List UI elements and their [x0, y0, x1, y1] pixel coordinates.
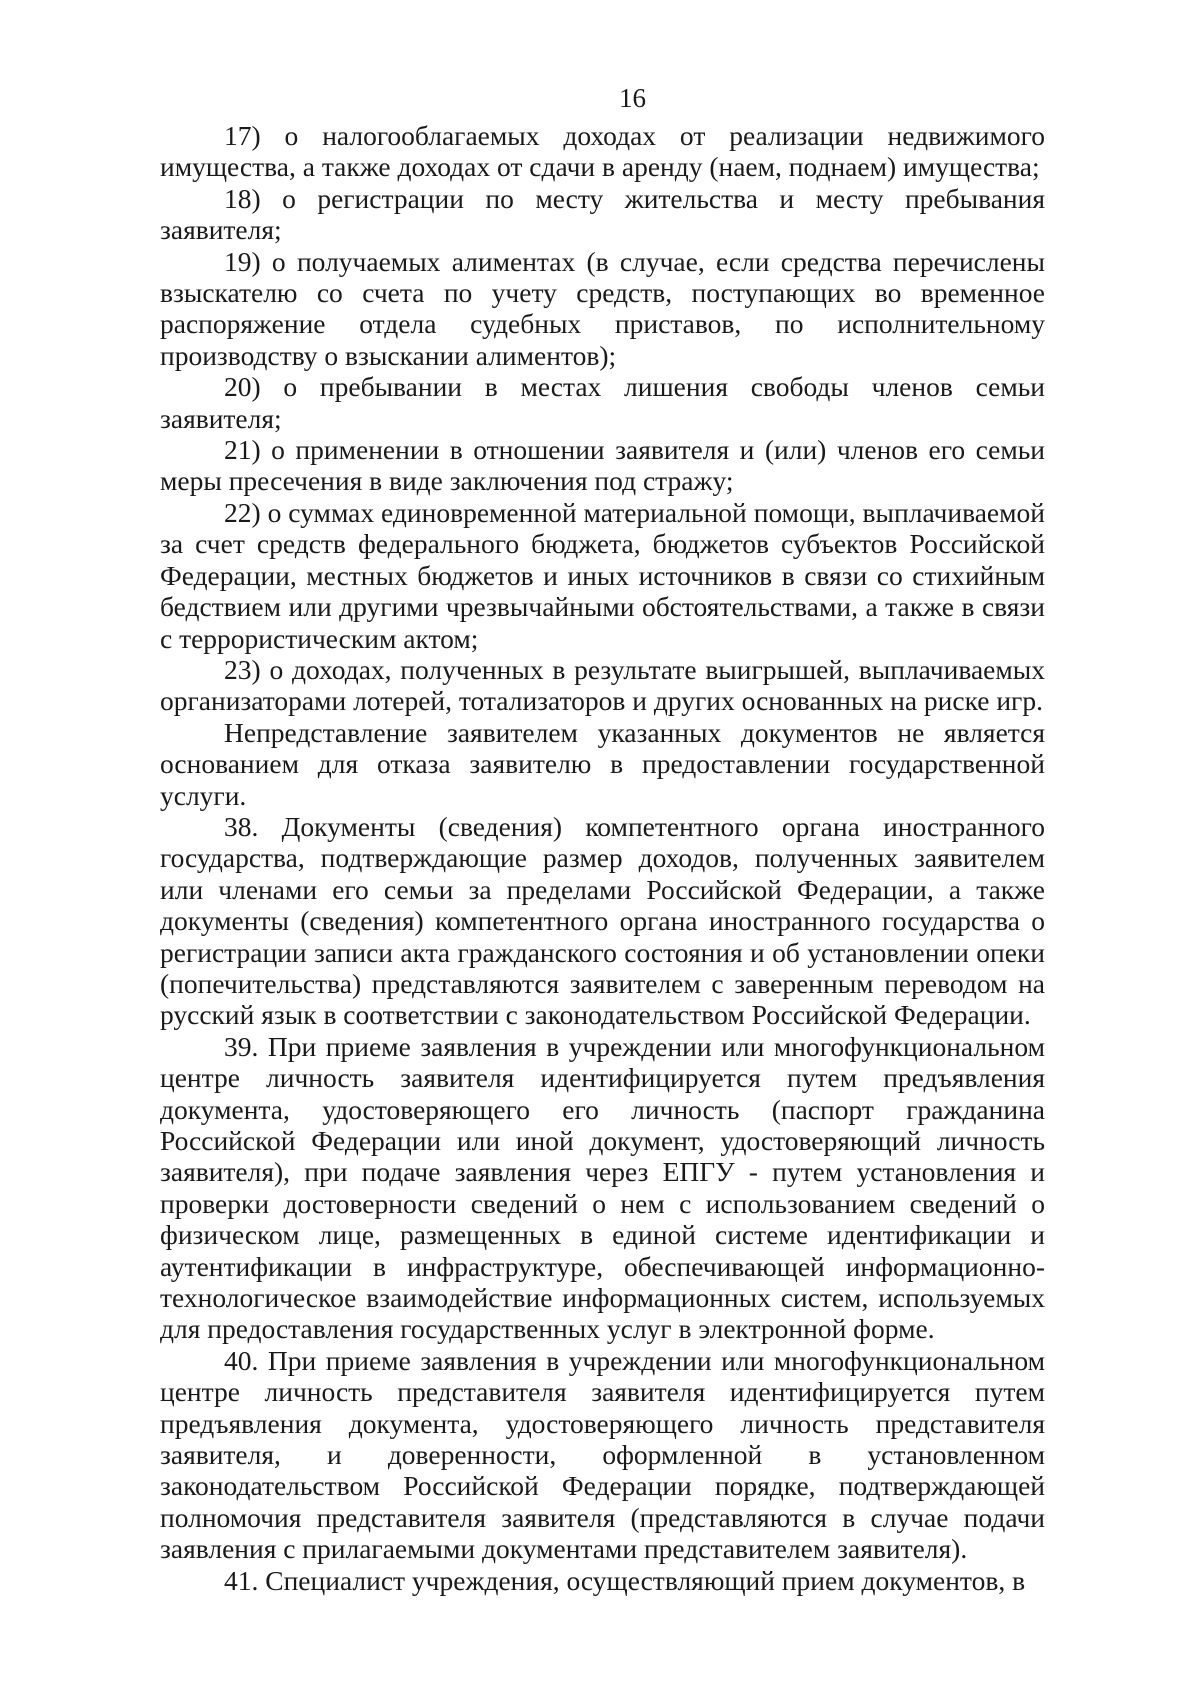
paragraph-item-21: 21) о применении в отношении заявителя и (или) членов его семьи меры пресечения в виде заключения под стражу;	[160, 434, 1045, 497]
paragraph-clause-39: 39. При приеме заявления в учреждении или многофункциональном центре личность заявителя идентифицируется путем предъявления документа, удостоверяющего его личность (паспорт гражданина Российской Федерации или иной документ, удостоверяющий личность заявителя), при подаче заявления через ЕПГУ - путем установления и проверки достоверности сведений о нем с использованием сведений о физическом лице, размещенных в единой системе идентификации и аутентификации в инфраструктуре, обеспечивающей информационно-технологическое взаимодействие информационных систем, используемых для предоставления государственных услуг в электронной форме.	[160, 1030, 1045, 1345]
page-number: 16	[619, 83, 646, 113]
paragraph-item-17: 17) о налогооблагаемых доходах от реализации недвижимого имущества, а также доходах от сдачи в аренду (наем, поднаем) имущества;	[160, 120, 1045, 183]
paragraph-item-18: 18) о регистрации по месту жительства и месту пребывания заявителя;	[160, 182, 1045, 246]
paragraph-item-19: 19) о получаемых алиментах (в случае, если средства перечислены взыскателю со счета по учету средств, поступающих во временное распоряжение отдела судебных приставов, по исполнительному производству о взыскании алиментов);	[160, 245, 1045, 371]
paragraph-non-submission: Непредставление заявителем указанных документов не является основанием для отказа заявителю в предоставлении государственной услуги.	[160, 716, 1045, 811]
paragraph-clause-40: 40. При приеме заявления в учреждении или многофункциональном центре личность представителя заявителя идентифицируется путем предъявления документа, удостоверяющего личность представителя заявителя, и доверенности, оформленной в установленном законодательством Российской Федерации порядке, подтверждающей полномочия представителя заявителя (представляются в случае подачи заявления с прилагаемыми документами представителем заявителя).	[160, 1344, 1045, 1565]
paragraph-item-20: 20) о пребывании в местах лишения свободы членов семьи заявителя;	[160, 371, 1045, 434]
paragraph-clause-38: 38. Документы (сведения) компетентного органа иностранного государства, подтверждающие размер доходов, полученных заявителем или членами его семьи за пределами Российской Федерации, а также документы (сведения) компетентного органа иностранного государства о регистрации записи акта гражданского состояния и об установлении опеки (попечительства) представляются заявителем с заверенным переводом на русский язык в соответствии с законодательством Российской Федерации.	[160, 810, 1045, 1031]
paragraph-item-23: 23) о доходах, полученных в результате выигрышей, выплачиваемых организаторами лотерей, тотализаторов и других основанных на риске игр.	[160, 653, 1045, 717]
document-page	[160, 70, 1045, 1596]
paragraph-item-22: 22) о суммах единовременной материальной помощи, выплачиваемой за счет средств федерального бюджета, бюджетов субъектов Российской Федерации, местных бюджетов и иных источников в связи со стихийным бедствием или другими чрезвычайными обстоятельствами, а также в связи с террористическим актом;	[160, 496, 1045, 654]
paragraph-clause-41: 41. Специалист учреждения, осуществляющий прием документов, в	[224, 1564, 1026, 1596]
